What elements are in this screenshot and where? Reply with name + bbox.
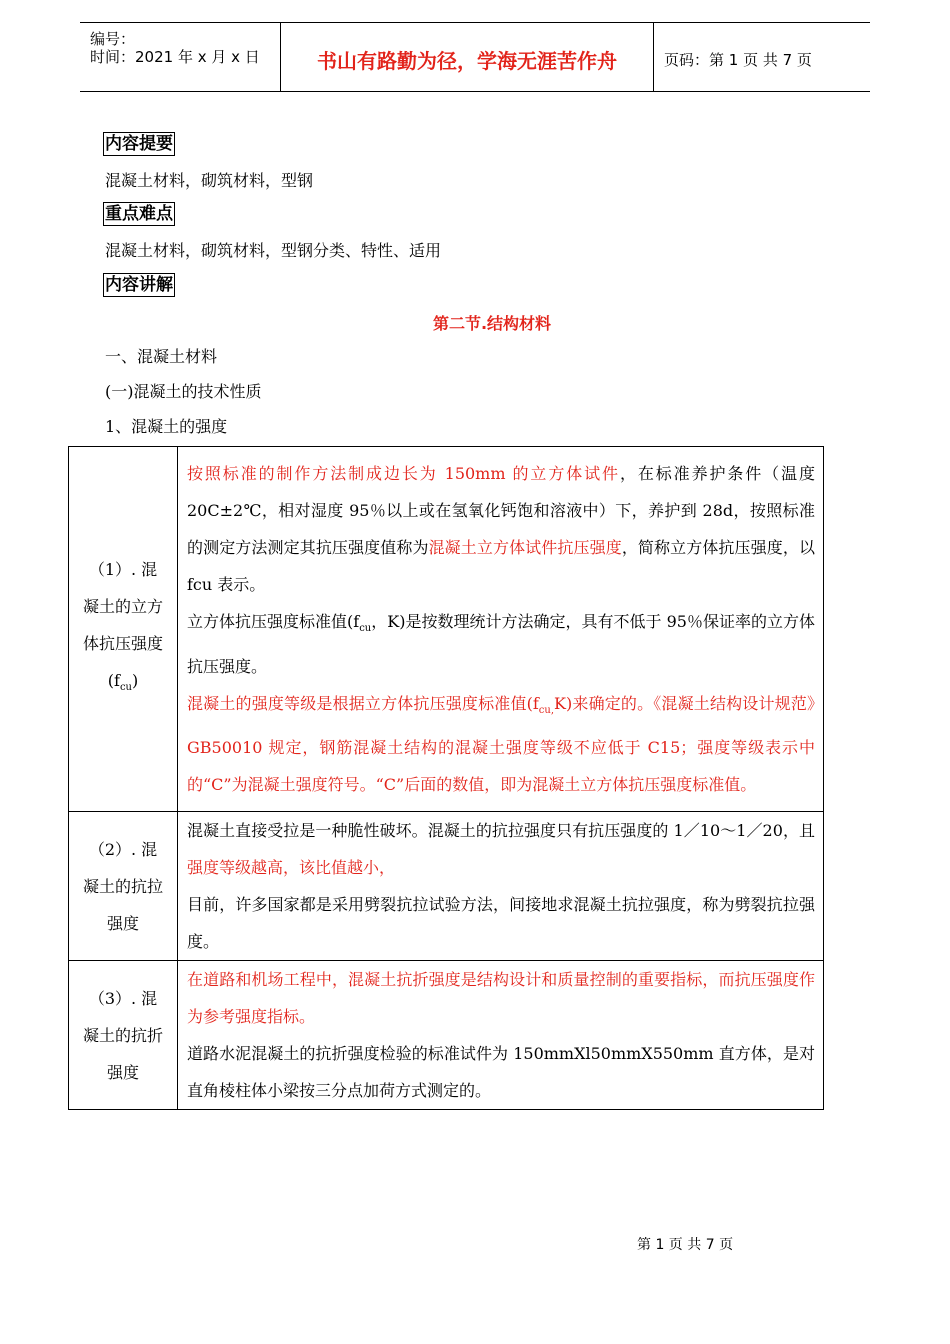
header-time: 时间：2021 年 x 月 x 日 xyxy=(90,48,260,66)
paragraph: 道路水泥混凝土的抗折强度检验的标准试件为 150mmXl50mmX550mm 直方体，是对直角棱柱体小梁按三分点加荷方式测定的。 xyxy=(187,1044,815,1100)
subscript: cu, xyxy=(538,704,555,716)
paragraph xyxy=(187,455,815,603)
red-text: 强度等级越高，该比值越小， xyxy=(187,858,396,877)
paragraph xyxy=(187,685,815,803)
row-label-part: (f xyxy=(107,671,120,691)
paragraph: 目前，许多国家都是采用劈裂抗拉试验方法，间接地求混凝土抗拉强度，称为劈裂抗拉强度。 xyxy=(187,895,815,951)
heading-concrete: 一、混凝土材料 xyxy=(105,347,218,366)
row-label-line: 凝土的抗折 xyxy=(82,1025,163,1045)
row-label-line xyxy=(69,662,177,706)
row-label-line: （2）. 混 xyxy=(88,839,158,859)
text: ，在标准养护条件（温度 20C±2℃，相对湿度 95％以上或在氢氧化钙饱和溶液中）下，养护到 28d，按照标准的测定方法测定其抗压强度值称为 xyxy=(187,464,815,558)
red-text: 混凝土立方体试件抗压强度 xyxy=(428,538,622,558)
paragraph xyxy=(187,812,815,886)
row-label-line: 强度 xyxy=(106,1062,139,1082)
explanation-label: 内容讲解 xyxy=(105,275,173,295)
row-label-line: 凝土的立方 xyxy=(82,597,163,617)
row-label-line: 强度 xyxy=(106,913,139,933)
summary-label: 内容提要 xyxy=(105,134,173,154)
section-title: 第二节.结构材料 xyxy=(432,314,552,333)
strength-table xyxy=(68,446,824,1110)
header-motto-cell xyxy=(281,23,654,91)
table-row xyxy=(69,447,824,812)
header-number: 编号： xyxy=(90,30,136,48)
table-row xyxy=(69,812,824,961)
row-content-flexural xyxy=(178,961,824,1110)
header-page-cell xyxy=(654,23,870,91)
paragraph: 在道路和机场工程中，混凝土抗折强度是结构设计和质量控制的重要指标，而抗压强度作为参考强度指标。 xyxy=(187,970,815,1026)
header-motto: 书山有路勤为径，学海无涯苦作舟 xyxy=(317,49,617,73)
row-label-line: （3）. 混 xyxy=(88,988,158,1008)
row-content-tensile xyxy=(178,812,824,961)
text: ，简称立方体抗压强度，以 fcu 表示。 xyxy=(187,538,815,595)
page-footer: 第 1 页 共 7 页 xyxy=(637,1237,734,1253)
key-points-label: 重点难点 xyxy=(105,204,173,224)
paragraph xyxy=(187,603,815,684)
header-page-info: 页码：第 1 页 共 7 页 xyxy=(664,51,812,69)
row-label-line: 凝土的抗拉 xyxy=(82,876,163,896)
row-label-line: 体抗压强度 xyxy=(82,634,163,654)
red-text: 按照标准的制作方法制成边长为 150mm 的立方体试件 xyxy=(187,464,620,484)
header-meta xyxy=(80,23,281,91)
row-label-tensile xyxy=(69,812,178,961)
row-content-compressive xyxy=(178,447,824,812)
red-text: K)来确定的。《混凝土结构设计规范》GB50010 规定，钢筋混凝土结构的混凝土强度等级不应低于 C15；强度等级表示中的“C”为混凝土强度符号。“C”后面的数值，即为混凝土立方体抗压强度标准值。 xyxy=(187,693,815,794)
key-points-text: 混凝土材料，砌筑材料，型钢分类、特性、适用 xyxy=(105,241,442,260)
row-label-compressive xyxy=(69,447,178,812)
text: ，K)是按数理统计方法确定，具有不低于 95％保证率的立方体抗压强度。 xyxy=(187,612,815,676)
text: 混凝土直接受拉是一种脆性破坏。混凝土的抗拉强度只有抗压强度的 1／10～1／20，且 xyxy=(187,821,815,840)
table-row xyxy=(69,961,824,1110)
heading-technical-properties: (一)混凝土的技术性质 xyxy=(105,382,262,401)
summary-text: 混凝土材料，砌筑材料，型钢 xyxy=(105,171,314,190)
red-text: 混凝土的强度等级是根据立方体抗压强度标准值(f xyxy=(187,693,539,713)
heading-strength: 1、混凝土的强度 xyxy=(105,417,228,436)
row-label-line: （1）. 混 xyxy=(88,560,158,580)
document-header xyxy=(80,22,870,92)
row-label-subscript: cu xyxy=(119,682,132,694)
row-label-flexural xyxy=(69,961,178,1110)
row-label-part: ) xyxy=(131,671,139,691)
subscript: cu xyxy=(359,623,372,635)
text: 立方体抗压强度标准值(f xyxy=(187,612,360,632)
